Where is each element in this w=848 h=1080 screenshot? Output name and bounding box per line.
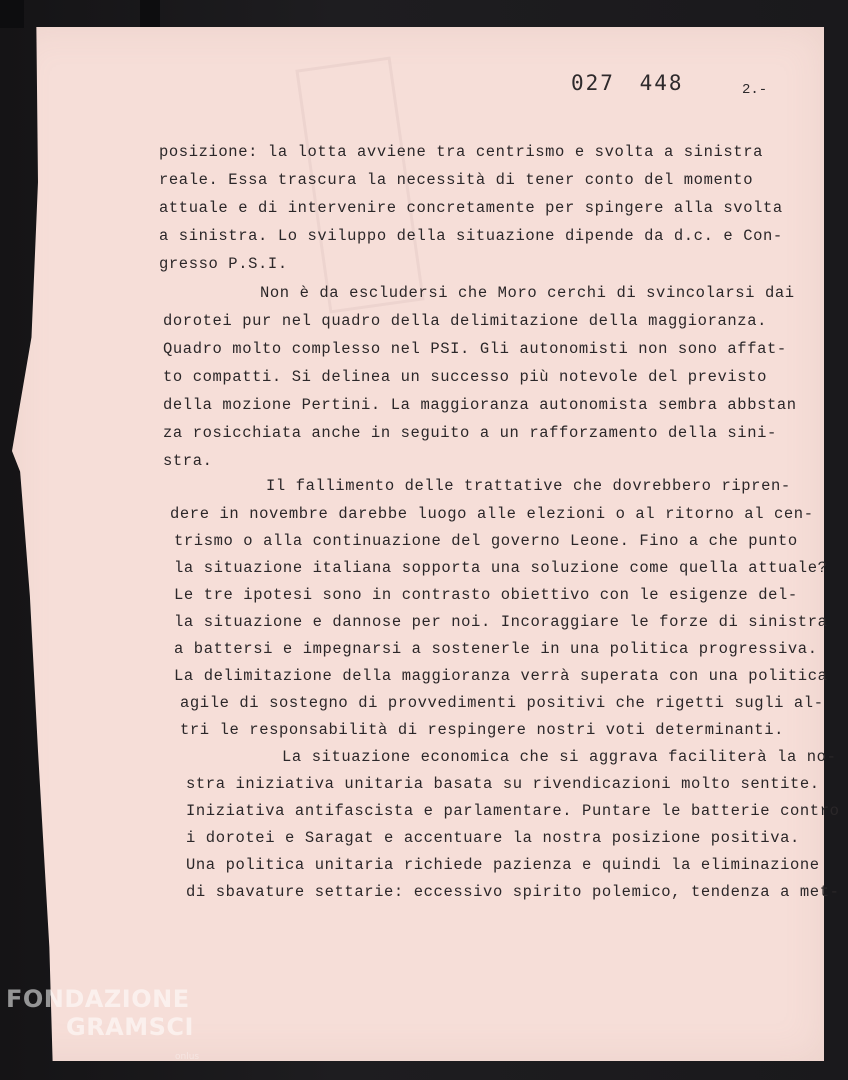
text-line: di sbavature settarie: eccessivo spirito polemico, tendenza a met-: [186, 883, 840, 901]
text-line: stra.: [163, 452, 213, 470]
text-line: agile di sostegno di provvedimenti positivi che rigetti sugli al-: [180, 694, 824, 712]
text-line: Quadro molto complesso nel PSI. Gli autonomisti non sono affat-: [163, 340, 787, 358]
text-line: a battersi e impegnarsi a sostenerle in una politica progressiva.: [174, 640, 818, 658]
text-line: dere in novembre darebbe luogo alle elezioni o al ritorno al cen-: [170, 505, 814, 523]
text-line: reale. Essa trascura la necessità di tener conto del momento: [159, 171, 754, 189]
text-line: dorotei pur nel quadro della delimitazione della maggioranza.: [163, 312, 767, 330]
text-line: gresso P.S.I.: [159, 255, 288, 273]
text-line: a sinistra. Lo sviluppo della situazione dipende da d.c. e Con-: [159, 227, 783, 245]
logo-subtitle: onlus: [175, 1052, 200, 1062]
text-line: i dorotei e Saragat e accentuare la nostra posizione positiva.: [186, 829, 800, 847]
text-line: Iniziativa antifascista e parlamentare. Puntare le batterie contro: [186, 802, 840, 820]
text-line: La delimitazione della maggioranza verrà superata con una politica: [174, 667, 828, 685]
page-number: 2.-: [742, 82, 768, 98]
text-line: za rosicchiata anche in seguito a un rafforzamento della sini-: [163, 424, 777, 442]
logo-line-1: FONDAZIONE: [6, 985, 190, 1013]
text-line: Una politica unitaria richiede pazienza e quindi la eliminazione: [186, 856, 820, 874]
text-line: tri le responsabilità di respingere nostri voti determinanti.: [180, 721, 784, 739]
text-line: della mozione Pertini. La maggioranza autonomista sembra abbstan: [163, 396, 797, 414]
text-line: Non è da escludersi che Moro cerchi di svincolarsi dai: [260, 284, 795, 302]
text-line: posizione: la lotta avviene tra centrismo e svolta a sinistra: [159, 143, 763, 161]
text-line: trismo o alla continuazione del governo Leone. Fino a che punto: [174, 532, 798, 550]
text-line: to compatti. Si delinea un successo più notevole del previsto: [163, 368, 767, 386]
text-line: la situazione italiana sopporta una soluzione come quella attuale?: [174, 559, 828, 577]
text-line: Le tre ipotesi sono in contrasto obiettivo con le esigenze del-: [174, 586, 798, 604]
text-line: attuale e di intervenire concretamente per spingere alla svolta: [159, 199, 783, 217]
archive-serial-number: 027 448: [571, 71, 684, 95]
text-line: stra iniziativa unitaria basata su rivendicazioni molto sentite.: [186, 775, 820, 793]
fondazione-gramsci-logo: [6, 985, 194, 1041]
text-line: la situazione e dannose per noi. Incoraggiare le forze di sinistra: [174, 613, 828, 631]
text-line: Il fallimento delle trattative che dovrebbero ripren-: [266, 477, 791, 495]
text-line: La situazione economica che si aggrava faciliterà la no-: [282, 748, 837, 766]
logo-line-2: GRAMSCI: [66, 1013, 194, 1041]
